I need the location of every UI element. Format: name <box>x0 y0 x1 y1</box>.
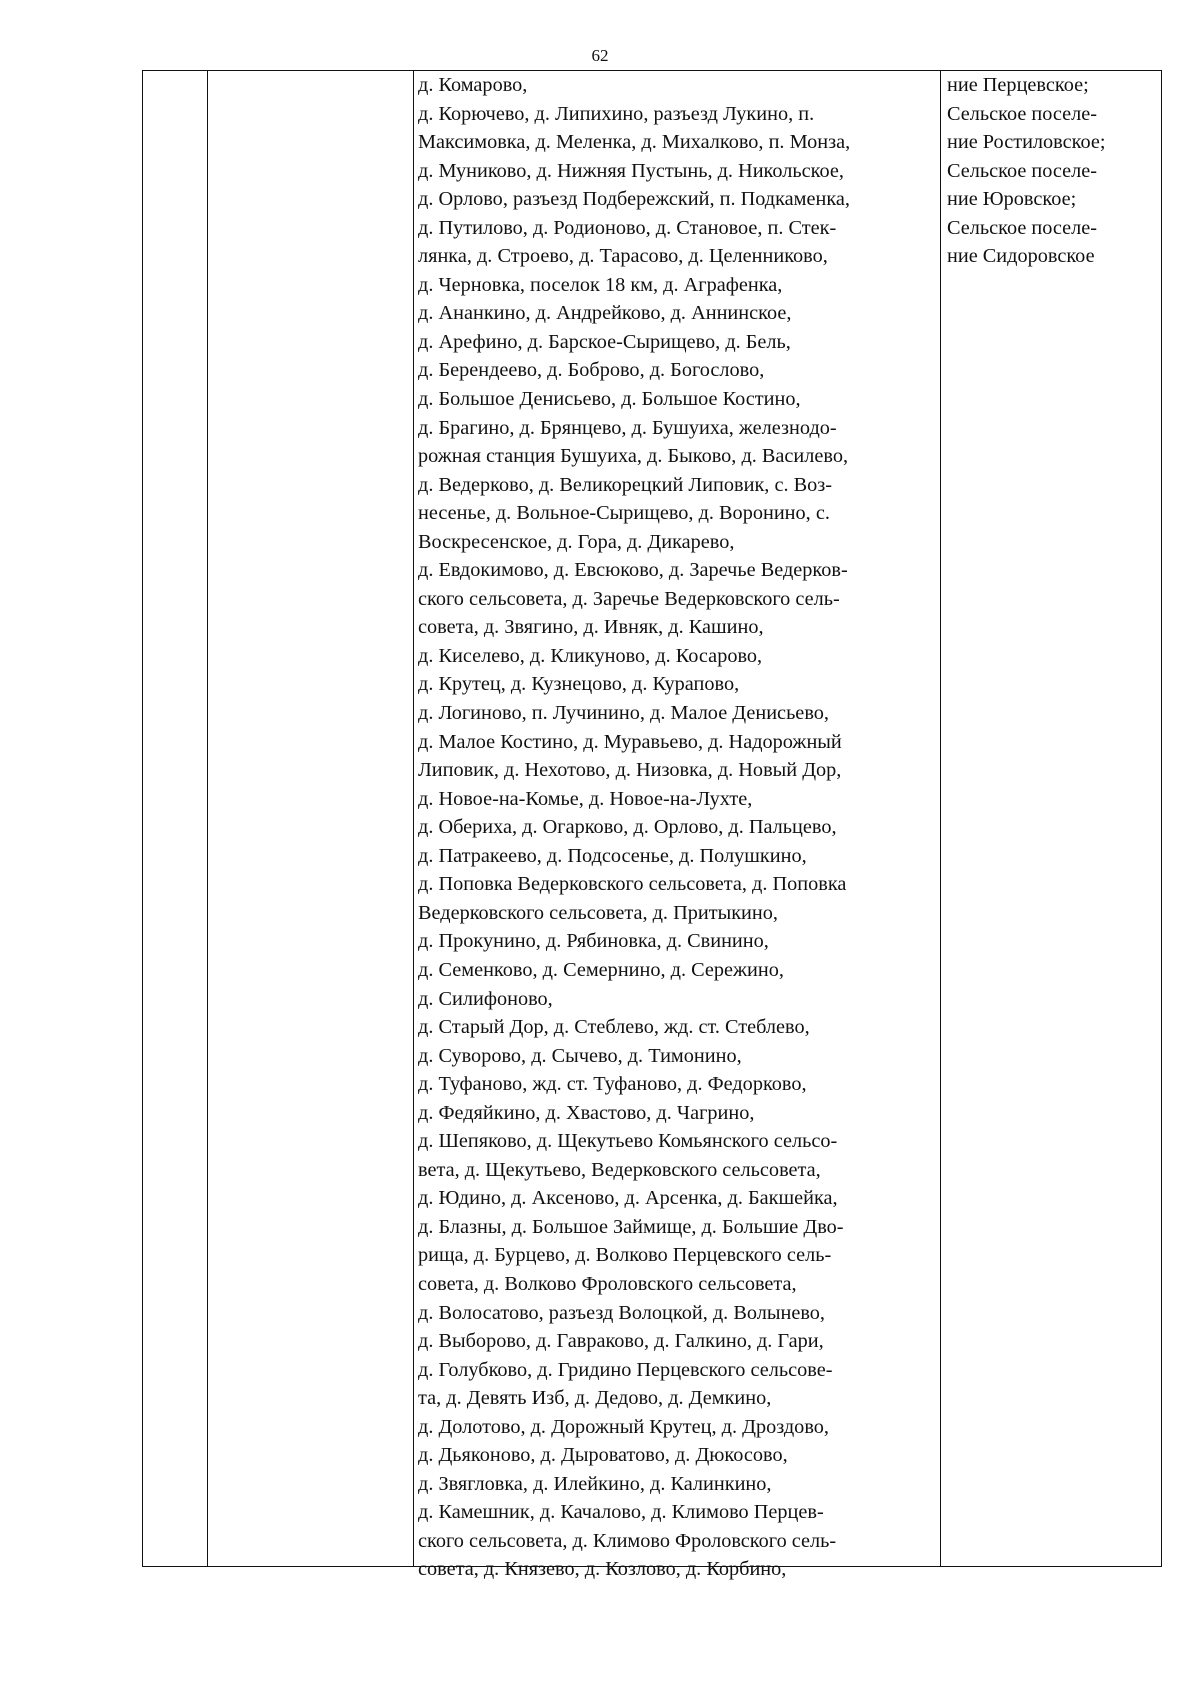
settlement-line: д. Большое Денисьево, д. Большое Костино, <box>418 388 801 411</box>
settlement-line: д. Корючево, д. Липихино, разъезд Лукино, п. <box>418 102 815 125</box>
settlement-line: д. Голубково, д. Гридино Перцевского сельсове- <box>418 1358 833 1381</box>
settlement-line: д. Обериха, д. Огарково, д. Орлово, д. Пальцево, <box>418 816 837 839</box>
settlement-line: д. Крутец, д. Кузнецово, д. Курапово, <box>418 673 740 696</box>
settlement-line: д. Долотово, д. Дорожный Крутец, д. Дроздово, <box>418 1415 829 1438</box>
settlement-line: лянка, д. Строево, д. Тарасово, д. Целенниково, <box>418 245 828 268</box>
settlement-line: д. Юдино, д. Аксеново, д. Арсенка, д. Бакшейка, <box>418 1187 838 1210</box>
settlement-line: д. Логиново, п. Лучинино, д. Малое Денисьево, <box>418 702 829 725</box>
settlement-line: д. Ананкино, д. Андрейково, д. Аннинское, <box>418 302 792 325</box>
settlement-line: д. Киселево, д. Кликуново, д. Косарово, <box>418 644 763 667</box>
page-number: 62 <box>591 46 609 65</box>
settlement-line: д. Берендеево, д. Боброво, д. Богослово, <box>418 359 765 382</box>
settlement-line: д. Старый Дор, д. Стеблево, жд. ст. Стеблево, <box>418 1016 810 1039</box>
settlement-line: рожная станция Бушуиха, д. Быково, д. Василево, <box>418 445 849 468</box>
settlements-table <box>142 70 1162 1581</box>
settlement-line: д. Черновка, поселок 18 км, д. Аграфенка, <box>418 273 783 296</box>
settlement-line: д. Муниково, д. Нижняя Пустынь, д. Никольское, <box>418 159 844 182</box>
settlement-line: д. Силифоново, <box>418 987 553 1010</box>
settlement-line: д. Звягловка, д. Илейкино, д. Калинкино, <box>418 1472 772 1495</box>
settlement-line: д. Федяйкино, д. Хвастово, д. Чагрино, <box>418 1101 755 1124</box>
settlement-line: ского сельсовета, д. Заречье Ведерковского сель- <box>418 587 840 610</box>
municipality-line: ние Перцевское; <box>947 74 1089 96</box>
settlement-line: Максимовка, д. Меленка, д. Михалково, п. Монза, <box>418 131 851 154</box>
settlement-line: д. Орлово, разъезд Подбережский, п. Подкаменка, <box>418 188 850 211</box>
settlement-line: д. Ведерково, д. Великорецкий Липовик, с. Воз- <box>418 473 833 496</box>
settlement-line: д. Выборово, д. Гавраково, д. Галкино, д. Гари, <box>418 1330 824 1353</box>
settlements-column <box>415 71 943 1584</box>
settlement-line: д. Волосатово, разъезд Волоцкой, д. Волынево, <box>418 1301 825 1324</box>
settlement-line: д. Туфаново, жд. ст. Туфаново, д. Федорково, <box>418 1073 807 1096</box>
settlement-line: д. Путилово, д. Родионово, д. Становое, п. Стек- <box>418 216 837 239</box>
municipality-line: ние Сидоровское <box>947 245 1095 268</box>
settlement-line: д. Блазны, д. Большое Займище, д. Большие Дво- <box>418 1215 844 1238</box>
settlement-line: д. Арефино, д. Барское-Сырищево, д. Бель, <box>418 330 791 353</box>
settlement-line: Ведерковского сельсовета, д. Притыкино, <box>418 901 778 924</box>
settlement-line: Липовик, д. Нехотово, д. Низовка, д. Новый Дор, <box>418 759 842 782</box>
settlement-line: д. Комарово, <box>418 74 528 96</box>
column-divider-1 <box>207 71 208 1566</box>
settlement-line: несенье, д. Вольное-Сырищево, д. Воронино, с. <box>418 502 830 525</box>
municipality-line: Сельское поселе- <box>947 159 1098 182</box>
municipality-line: Сельское поселе- <box>947 216 1098 239</box>
settlement-line: Воскресенское, д. Гора, д. Дикарево, <box>418 530 735 553</box>
settlement-line: д. Шепяково, д. Щекутьево Комьянского сельсо- <box>418 1130 838 1153</box>
municipalities-column <box>944 71 1162 271</box>
settlement-line: д. Малое Костино, д. Муравьево, д. Надорожный <box>418 730 842 753</box>
settlement-line: вета, д. Щекутьево, Ведерковского сельсовета, <box>418 1158 821 1181</box>
settlement-line: д. Брагино, д. Брянцево, д. Бушуиха, железнодо- <box>418 416 837 439</box>
settlement-line: д. Суворово, д. Сычево, д. Тимонино, <box>418 1044 742 1067</box>
settlement-line: совета, д. Волково Фроловского сельсовета, <box>418 1272 797 1295</box>
settlement-line: д. Прокунино, д. Рябиновка, д. Свинино, <box>418 930 769 953</box>
settlement-line: д. Камешник, д. Качалово, д. Климово Перцев- <box>418 1501 824 1524</box>
settlement-line: д. Семенково, д. Семернино, д. Сережино, <box>418 958 784 981</box>
settlement-line: д. Дьяконово, д. Дыроватово, д. Дюкосово, <box>418 1444 788 1467</box>
municipality-line: Сельское поселе- <box>947 102 1098 125</box>
settlement-line: д. Патракеево, д. Подсосенье, д. Полушкино, <box>418 844 807 867</box>
settlement-line: д. Новое-на-Комье, д. Новое-на-Лухте, <box>418 787 753 810</box>
settlement-line: д. Евдокимово, д. Евсюково, д. Заречье Ведерков- <box>418 559 848 582</box>
settlement-line: совета, д. Звягино, д. Ивняк, д. Кашино, <box>418 616 764 639</box>
municipality-line: ние Ростиловское; <box>947 131 1106 154</box>
settlement-line: та, д. Девять Изб, д. Дедово, д. Демкино, <box>418 1387 772 1410</box>
settlement-line: д. Поповка Ведерковского сельсовета, д. Поповка <box>418 873 847 896</box>
settlement-line: рища, д. Бурцево, д. Волково Перцевского сель- <box>418 1244 832 1267</box>
column-divider-2 <box>413 71 414 1566</box>
municipality-line: ние Юровское; <box>947 188 1077 211</box>
settlement-line: ского сельсовета, д. Климово Фроловского сель- <box>418 1529 837 1552</box>
settlement-line: совета, д. Князево, д. Козлово, д. Корбино, <box>418 1558 787 1581</box>
